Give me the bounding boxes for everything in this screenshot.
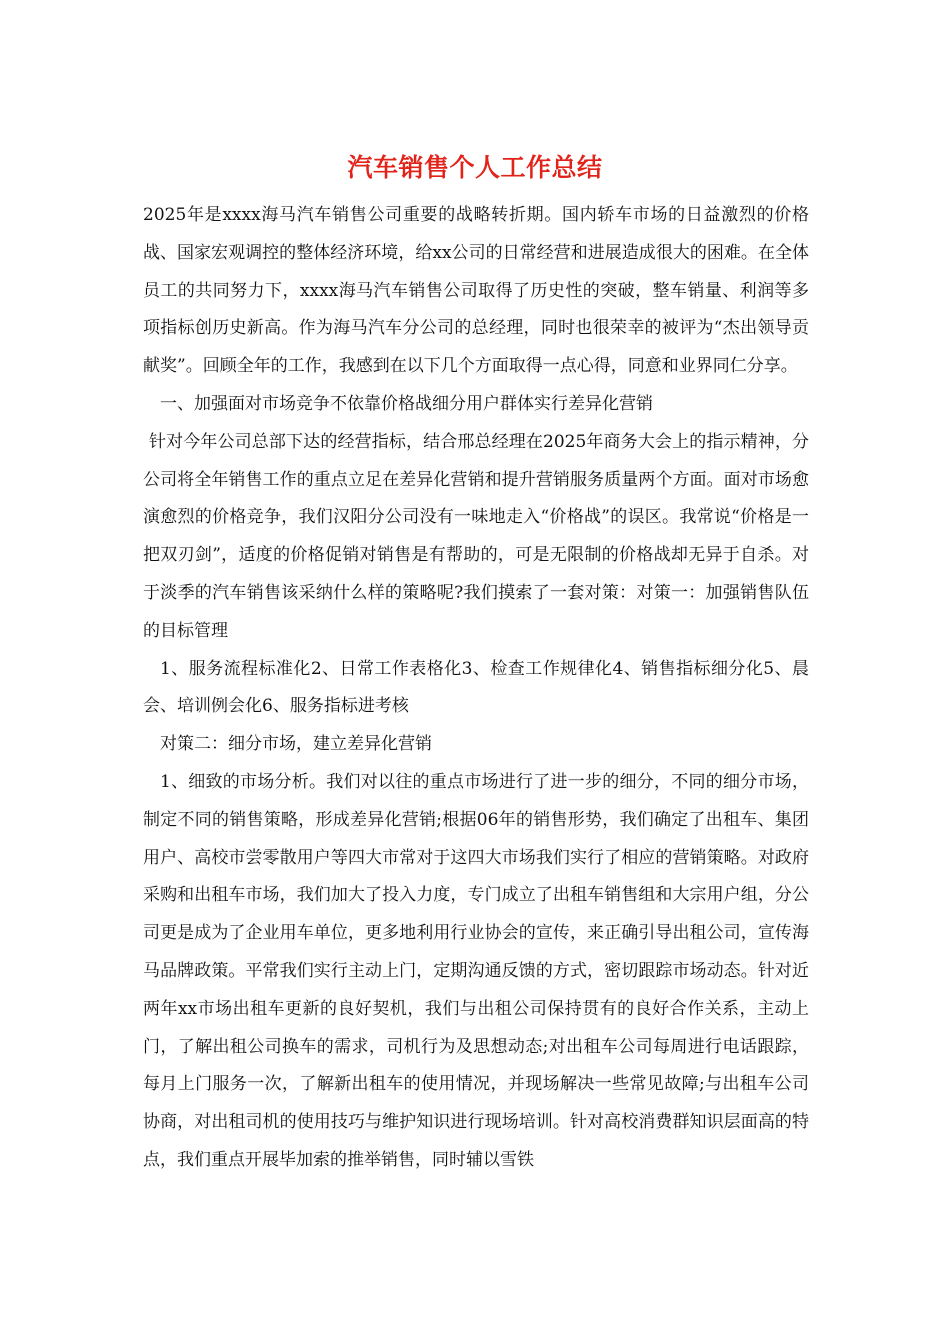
paragraph-intro: 2025年是xxxx海马汽车销售公司重要的战略转折期。国内轿车市场的日益激烈的价格战、国家宏观调控的整体经济环境，给xx公司的日常经营和进展造成很大的困难。在全体员工的共同努力下，xxxx海马汽车销售公司取得了历史性的突破，整车销量、利润等多项指标创历史新高。作为海马汽车分公司的总经理，同时也很荣幸的被评为“杰出领导贡献奖”。回顾全年的工作，我感到在以下几个方面取得一点心得，同意和业界同仁分享。 xyxy=(143,205,809,377)
paragraph-section-1: 针对今年公司总部下达的经营指标，结合邢总经理在2025年商务大会上的指示精神，分公司将全年销售工作的重点立足在差异化营销和提升营销服务质量两个方面。面对市场愈演愈烈的价格竞争，我们汉阳分公司没有一味地走入“价格战”的误区。我常说“价格是一把双刃剑”，适度的价格促销对销售是有帮助的，可是无限制的价格战却无异于自杀。对于淡季的汽车销售该采纳什么样的策略呢?我们摸索了一套对策：对策一：加强销售队伍的目标管理 xyxy=(143,431,809,641)
paragraph-strategy-1-list: 1、服务流程标准化2、日常工作表格化3、检查工作规律化4、销售指标细分化5、晨会、培训例会化6、服务指标进考核 xyxy=(143,658,809,717)
document-body xyxy=(143,197,809,1180)
paragraph-market-analysis: 1、细致的市场分析。我们对以往的重点市场进行了进一步的细分，不同的细分市场，制定不同的销售策略，形成差异化营销;根据06年的销售形势，我们确定了出租车、集团用户、高校市尝零散用户等四大市常对于这四大市场我们实行了相应的营销策略。对政府采购和出租车市场，我们加大了投入力度，专门成立了出租车销售组和大宗用户组，分公司更是成为了企业用车单位，更多地利用行业协会的宣传，来正确引导出租公司，宣传海马品牌政策。平常我们实行主动上门，定期沟通反馈的方式，密切跟踪市场动态。针对近两年xx市场出租车更新的良好契机，我们与出租公司保持贯有的良好合作关系，主动上门，了解出租公司换车的需求，司机行为及思想动态;对出租车公司每周进行电话跟踪，每月上门服务一次，了解新出租车的使用情况，并现场解决一些常见故障;与出租车公司协商，对出租司机的使用技巧与维护知识进行现场培训。针对高校消费群知识层面高的特点，我们重点开展毕加索的推举销售，同时辅以雪铁 xyxy=(143,771,809,1170)
document-title: 汽车销售个人工作总结 xyxy=(347,153,603,182)
paragraph-strategy-2-heading: 对策二：细分市场，建立差异化营销 xyxy=(160,734,432,755)
section-heading-1: 一、加强面对市场竞争不依靠价格战细分用户群体实行差异化营销 xyxy=(160,393,653,414)
